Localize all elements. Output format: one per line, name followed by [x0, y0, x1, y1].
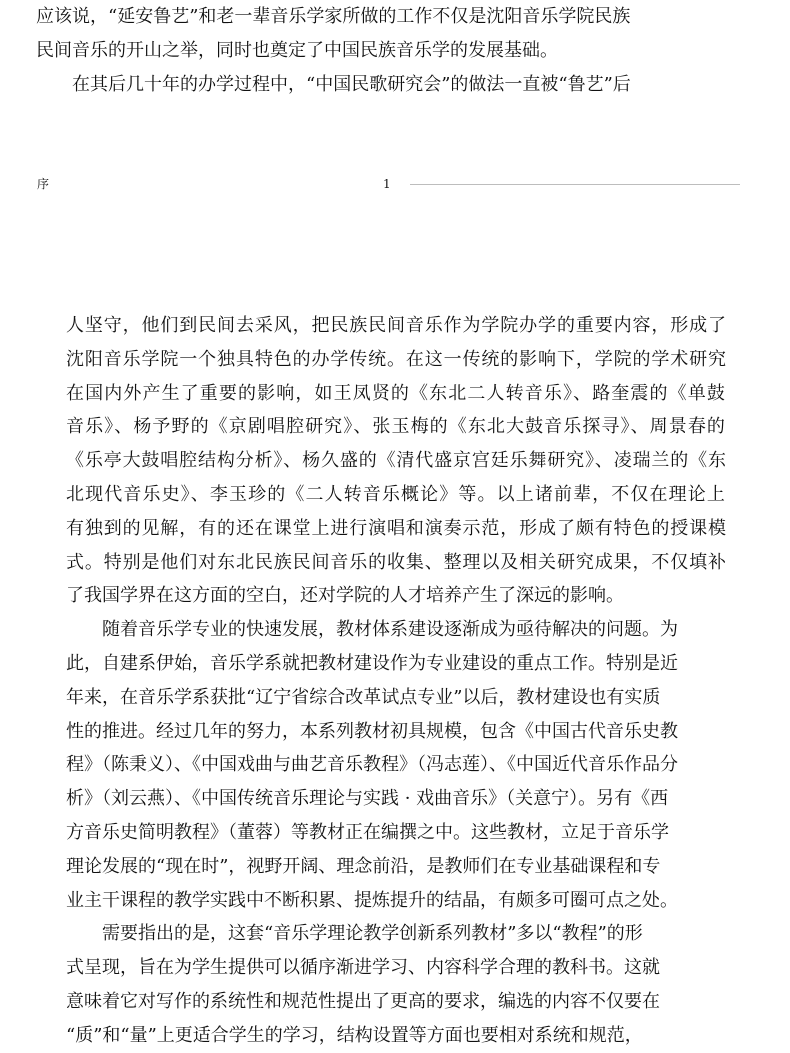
text-line: 《乐亭大鼓唱腔结构分析》、杨久盛的《清代盛京宫廷乐舞研究》、凌瑞兰的《东 [66, 450, 727, 472]
text-line: “质”和“量”上更适合学生的学习，结构设置等方面也要相对系统和规范， [66, 1024, 643, 1046]
text-line: 程》（陈秉义）、《中国戏曲与曲艺音乐教程》（冯志莲）、《中国近代音乐作品分 [66, 754, 678, 776]
text-line: 沈阳音乐学院一个独具特色的办学传统。在这一传统的影响下，学院的学术研究 [66, 348, 727, 370]
text-line: 式呈现，旨在为学生提供可以循序渐进学习、内容科学合理的教科书。这就 [66, 957, 660, 979]
previous-page-text [36, 0, 756, 101]
text-line: 需要指出的是，这套“音乐学理论教学创新系列教材”多以“教程”的形 [102, 923, 643, 945]
page-number: 1 [383, 177, 391, 191]
text-line: 民间音乐的开山之举，同时也奠定了中国民族音乐学的发展基础。 [36, 39, 558, 61]
text-line: 随着音乐学专业的快速发展，教材体系建设逐渐成为亟待解决的问题。为 [102, 619, 678, 641]
text-line: 理论发展的“现在时”，视野开阔、理念前沿，是教师们在专业基础课程和专 [66, 855, 661, 877]
text-line: 了我国学界在这方面的空白，还对学院的人才培养产生了深远的影响。 [66, 585, 624, 607]
text-line: 式。特别是他们对东北民族民间音乐的收集、整理以及相关研究成果，不仅填补 [66, 551, 727, 573]
text-line: 在国内外产生了重要的影响，如王凤贤的《东北二人转音乐》、路奎震的《单鼓 [66, 382, 726, 404]
text-line: 人坚守，他们到民间去采风，把民族民间音乐作为学院办学的重要内容，形成了 [66, 315, 727, 336]
text-line: 意味着它对写作的系统性和规范性提出了更高的要求，编选的内容不仅要在 [66, 990, 660, 1012]
text-line: 北现代音乐史》、李玉珍的《二人转音乐概论》等。以上诸前辈，不仅在理论上 [66, 483, 726, 505]
text-line: 方音乐史简明教程》（董蓉）等教材正在编撰之中。这些教材，立足于音乐学 [66, 821, 669, 843]
text-line: 此，自建系伊始，音乐学系就把教材建设作为专业建设的重点工作。特别是近 [66, 652, 678, 674]
text-line: 年来，在音乐学系获批“辽宁省综合改革试点专业”以后，教材建设也有实质 [66, 686, 661, 708]
footer-rule [410, 184, 740, 185]
text-line: 业主干课程的教学实践中不断积累、提炼提升的结晶，有颇多可圈可点之处。 [66, 889, 678, 911]
text-line: 应该说，“延安鲁艺”和老一辈音乐学家所做的工作不仅是沈阳音乐学院民族 [36, 6, 631, 27]
text-line: 性的推进。经过几年的努力，本系列教材初具规模，包含《中国古代音乐史教 [66, 720, 678, 742]
text-line: 析》（刘云燕）、《中国传统音乐理论与实践 · 戏曲音乐》（关意宁）。另有《西 [66, 788, 669, 810]
text-line: 音乐》、杨予野的《京剧唱腔研究》、张玉梅的《东北大鼓音乐探寻》、周景春的 [66, 416, 726, 438]
text-line: 在其后几十年的办学过程中，“中国民歌研究会”的做法一直被“鲁艺”后 [72, 73, 631, 95]
running-footer-section: 序 [37, 177, 50, 191]
main-page-text [66, 309, 726, 1053]
text-line: 有独到的见解，有的还在课堂上进行演唱和演奏示范，形成了颇有特色的授课模 [66, 517, 727, 539]
